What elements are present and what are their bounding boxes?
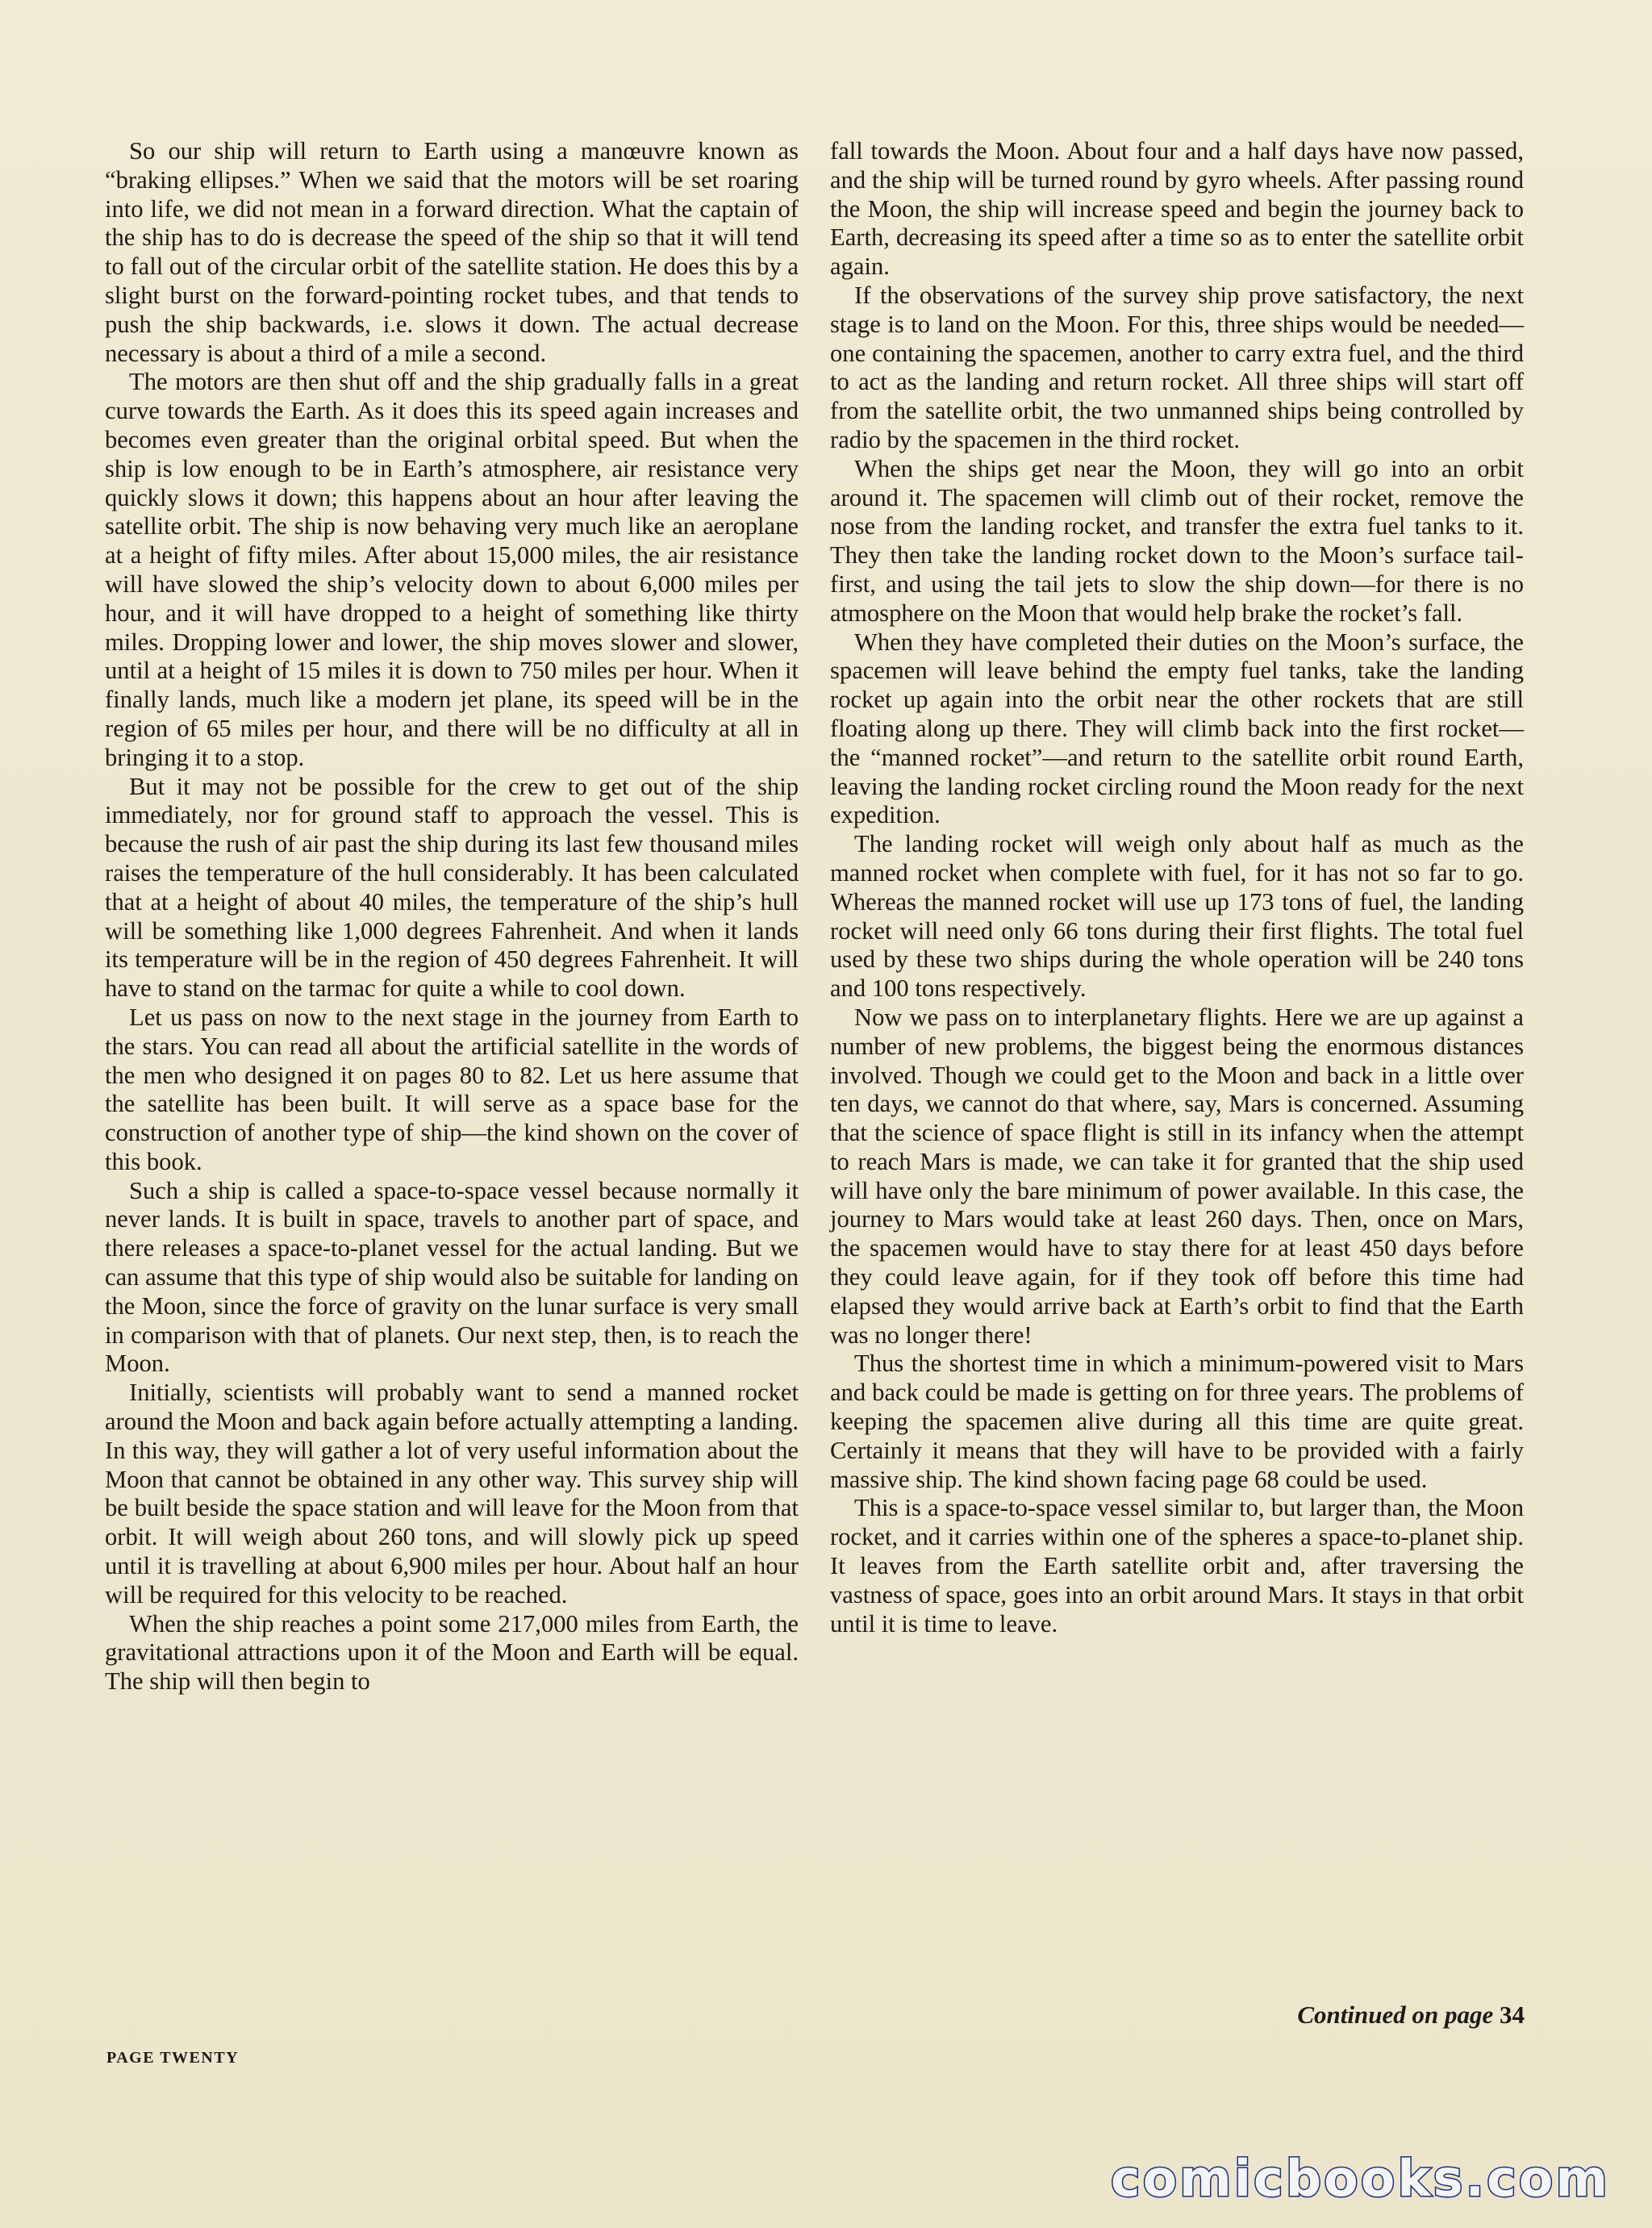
paragraph: The motors are then shut off and the ship gradually falls in a great curve towards the Earth. As it does this its speed again increases and becomes even greater than the original orbital speed. But when the ship is low enough to be in Earth’s atmosphere, air resistance very quickly slows it down; this happens about an hour after leaving the satellite orbit. The ship is now behaving very much like an aeroplane at a height of fifty miles. After about 15,000 miles, the air resistance will have slowed the ship’s velocity down to about 6,000 miles per hour, and it will have dropped to a height of something like thirty miles. Dropping lower and lower, the ship moves slower and slower, until at a height of 15 miles it is down to 750 miles per hour. When it finally lands, much like a modern jet plane, its speed will be in the region of 65 miles per hour, and there will be no difficulty at all in bringing it to a stop. xyxy=(105,368,799,771)
left-text-column xyxy=(105,137,799,1696)
continued-note xyxy=(1297,2001,1525,2030)
paragraph: Initially, scientists will probably want to send a manned rocket around the Moon and back again before actually attempting a landing. In this way, they will gather a lot of very useful information about the Moon that cannot be obtained in any other way. This survey ship will be built beside the space station and will leave for the Moon from that orbit. It will weigh about 260 tons, and will slowly pick up speed until it is travelling at about 6,900 miles per hour. About half an hour will be required for this velocity to be reached. xyxy=(105,1379,799,1608)
watermark-logo: comicbooks.com xyxy=(1110,2149,1610,2208)
paragraph: Let us pass on now to the next stage in the journey from Earth to the stars. You can read all about the artificial satellite in the words of the men who designed it on pages 80 to 82. Let us here assume that the satellite has been built. It will serve as a space base for the construction of another type of ship—the kind shown on the cover of this book. xyxy=(105,1003,799,1175)
paragraph: When they have completed their duties on the Moon’s surface, the spacemen will leave behind the empty fuel tanks, take the landing rocket up again into the orbit near the other rockets that are still floating along up there. They will climb back into the first rocket—the “manned rocket”—and return to the satellite orbit round Earth, leaving the landing rocket circling round the Moon ready for the next expedition. xyxy=(830,628,1524,829)
paragraph: When the ship reaches a point some 217,000 miles from Earth, the gravitational attractions upon it of the Moon and Earth will be equal. The ship will then begin to xyxy=(105,1609,799,1696)
paragraph: But it may not be possible for the crew to get out of the ship immediately, nor for ground staff to approach the vessel. This is because the rush of air past the ship during its last few thousand miles raises the temperature of the hull considerably. It has been calculated that at a height of about 40 miles, the temperature of the ship’s hull will be something like 1,000 degrees Fahrenheit. And when it lands its temperature will be in the region of 450 degrees Fahrenheit. It will have to stand on the tarmac for quite a while to cool down. xyxy=(105,772,799,1003)
paragraph: fall towards the Moon. About four and a half days have now passed, and the ship will be turned round by gyro wheels. After passing round the Moon, the ship will increase speed and begin the journey back to Earth, decreasing its speed after a time so as to enter the satellite orbit again. xyxy=(830,137,1524,281)
page-folio: PAGE TWENTY xyxy=(106,2049,240,2067)
paragraph: If the observations of the survey ship prove satisfactory, the next stage is to land on the Moon. For this, three ships would be needed—one containing the spacemen, another to carry extra fuel, and the third to act as the landing and return rocket. All three ships will start off from the satellite orbit, the two unmanned ships being controlled by radio by the spacemen in the third rocket. xyxy=(830,281,1524,453)
continued-page-number: 34 xyxy=(1500,2001,1525,2029)
paragraph: Such a ship is called a space-to-space vessel because normally it never lands. It is built in space, travels to another part of space, and there releases a space-to-planet vessel for the actual landing. But we can assume that this type of ship would also be suitable for landing on the Moon, since the force of gravity on the lunar surface is very small in comparison with that of planets. Our next step, then, is to reach the Moon. xyxy=(105,1176,799,1378)
right-text-column xyxy=(830,137,1524,1638)
paragraph: Now we pass on to interplanetary flights. Here we are up against a number of new problems, the biggest being the enormous distances involved. Though we could get to the Moon and back in a little over ten days, we cannot do that where, say, Mars is concerned. Assuming that the science of space flight is still in its infancy when the attempt to reach Mars is made, we can take it for granted that the ship used will have only the bare minimum of power available. In this case, the journey to Mars would take at least 260 days. Then, once on Mars, the spacemen would have to stay there for at least 450 days before they could leave again, for if they took off before this time had elapsed they would arrive back at Earth’s orbit to find that the Earth was no longer there! xyxy=(830,1003,1524,1349)
paragraph: When the ships get near the Moon, they will go into an orbit around it. The spacemen will climb out of their rocket, remove the nose from the landing rocket, and transfer the extra fuel tanks to it. They then take the landing rocket down to the Moon’s surface tail-first, and using the tail jets to slow the ship down—for there is no atmosphere on the Moon that would help brake the rocket’s fall. xyxy=(830,454,1524,627)
paragraph: So our ship will return to Earth using a manœuvre known as “braking ellipses.” When we said that the motors will be set roaring into life, we did not mean in a forward direction. What the captain of the ship has to do is decrease the speed of the ship so that it will tend to fall out of the circular orbit of the satellite station. He does this by a slight burst on the forward-pointing rocket tubes, and that tends to push the ship backwards, i.e. slows it down. The actual decrease necessary is about a third of a mile a second. xyxy=(105,137,799,367)
paragraph: This is a space-to-space vessel similar to, but larger than, the Moon rocket, and it carries within one of the spheres a space-to-planet ship. It leaves from the Earth satellite orbit and, after traversing the vastness of space, goes into an orbit around Mars. It stays in that orbit until it is time to leave. xyxy=(830,1494,1524,1638)
paragraph: Thus the shortest time in which a minimum-powered visit to Mars and back could be made is getting on for three years. The problems of keeping the spacemen alive during all this time are quite great. Certainly it means that they will have to be provided with a fairly massive ship. The kind shown facing page 68 could be used. xyxy=(830,1350,1524,1493)
continued-text: Continued on page xyxy=(1297,2001,1494,2029)
paragraph: The landing rocket will weigh only about half as much as the manned rocket when complete with fuel, for it has not so far to go. Whereas the manned rocket will use up 173 tons of fuel, the landing rocket will need only 66 tons during their first flights. The total fuel used by these two ships during the whole operation will be 240 tons and 100 tons respectively. xyxy=(830,830,1524,1003)
